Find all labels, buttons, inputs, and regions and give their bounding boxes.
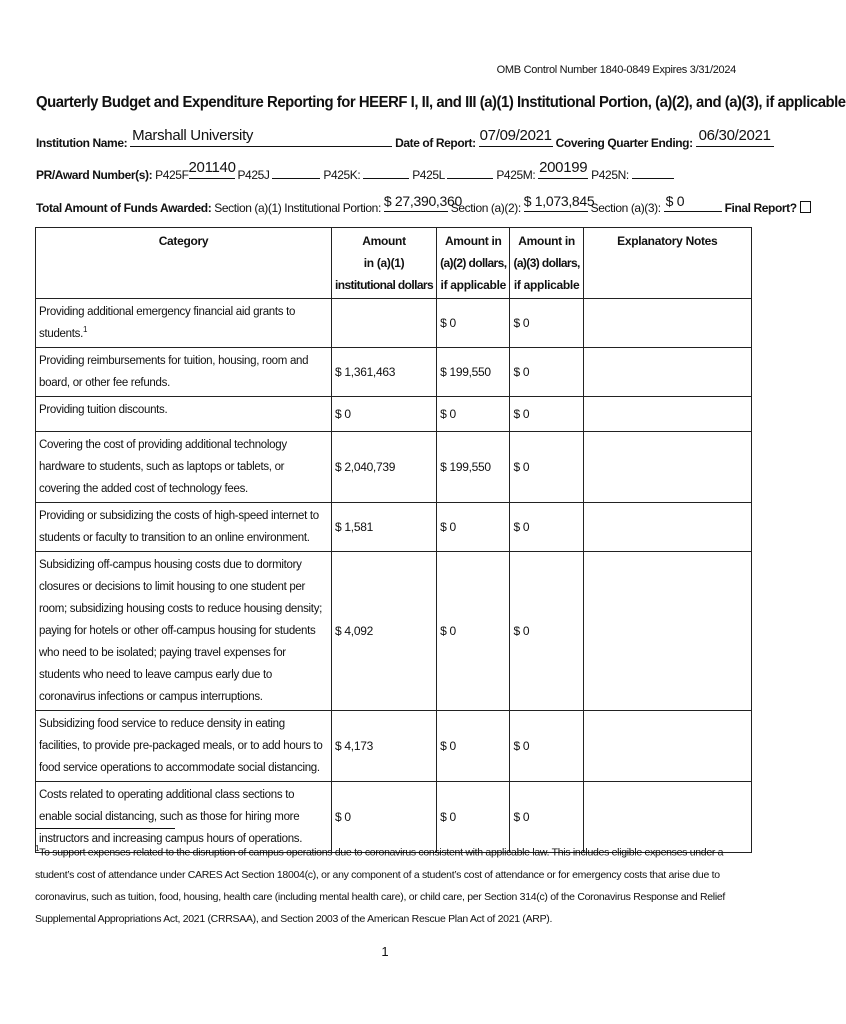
table-row <box>36 432 752 503</box>
row-a3[interactable]: $ 0 <box>510 552 583 711</box>
header-notes: Explanatory Notes <box>583 228 751 299</box>
row-a1[interactable]: $ 0 <box>332 782 437 853</box>
report-date-field[interactable] <box>479 127 553 147</box>
award-line: PR/Award Number(s): P425F 201140 P425J P425K: P425L P425M: 200199 P425N: <box>36 166 674 182</box>
p425k-label: P425K: <box>323 168 361 182</box>
row-category: Providing tuition discounts. <box>36 397 332 432</box>
row-category: Subsidizing off-campus housing costs due to dormitory closures or decisions to limit housing to one student per room; subsidizing housing costs to reduce housing density; paying for hotels or other off-campus housing for students who need to be isolated; paying travel expenses for students who need to leave campus early due to coronavirus infections or campus interruptions. <box>36 552 332 711</box>
table-row <box>36 552 752 711</box>
header-a3-line1: Amount in <box>518 234 575 248</box>
row-a3[interactable]: $ 0 <box>510 348 583 397</box>
funds-label: Total Amount of Funds Awarded: <box>36 201 212 215</box>
table-row <box>36 711 752 782</box>
footnote <box>35 838 740 930</box>
p425f-value: 201140 <box>188 159 236 176</box>
p425j-field[interactable] <box>272 166 320 179</box>
report-date-value: 07/09/2021 <box>479 127 552 144</box>
row-category: Providing or subsidizing the costs of high-speed internet to students or faculty to transition to an online environment. <box>36 503 332 552</box>
row-a3[interactable]: $ 0 <box>510 503 583 552</box>
a1-total-field[interactable] <box>383 193 462 212</box>
footnote-divider <box>35 828 175 829</box>
p425n-field[interactable] <box>632 166 674 179</box>
quarter-ending-label: Covering Quarter Ending <box>555 136 690 150</box>
p425m-value: 200199 <box>539 159 588 176</box>
row-notes[interactable] <box>583 552 751 711</box>
p425f-field[interactable] <box>188 159 236 179</box>
row-a2[interactable]: $ 0 <box>437 397 510 432</box>
row-a3[interactable]: $ 0 <box>510 432 583 503</box>
p425n-label: P425N: <box>591 168 629 182</box>
row-category: Covering the cost of providing additional technology hardware to students, such as laptops or tablets, or covering the added cost of technology fees. <box>36 432 332 503</box>
header-a3-line3: if applicable <box>513 278 580 292</box>
table-row <box>36 348 752 397</box>
row-a1[interactable]: $ 1,361,463 <box>332 348 437 397</box>
row-notes[interactable] <box>583 432 751 503</box>
row-a1[interactable]: $ 1,581 <box>332 503 437 552</box>
row-a3[interactable]: $ 0 <box>510 299 583 348</box>
row-notes[interactable] <box>583 503 751 552</box>
funds-line <box>36 193 811 215</box>
header-a2-line3: if applicable <box>440 278 506 292</box>
table-row <box>36 397 752 432</box>
row-category: Subsidizing food service to reduce density in eating facilities, to provide pre-packaged meals, or to add hours to food service operations to accommodate social distancing. <box>36 711 332 782</box>
quarter-ending-value: 06/30/2021 <box>698 127 771 144</box>
row-a3[interactable]: $ 0 <box>510 711 583 782</box>
row-a2[interactable]: $ 0 <box>437 782 510 853</box>
a2-total-field[interactable] <box>523 193 595 212</box>
header-a1-line1: Amount <box>362 234 406 248</box>
a1-label: Section (a)(1) Institutional Portion: <box>214 201 381 215</box>
footnote-text: To support expenses related to the disruption of campus operations due to coronavirus consistent with applicable law. This includes eligible expenses under a student’s cost of attendance under CARES Act Section 18004(c), or any component of a student’s cost of attendance or for emergency costs that arise due to coronavirus, such as tuition, food, housing, health care (including mental health care), or child care, per Section 314(c) of the Coronavirus Response and Relief Supplemental Appropriations Act, 2021 (CRRSAA), and Section 2003 of the American Rescue Plan Act of 2021 (ARP). <box>35 846 726 925</box>
a3-total-value: $ 0 <box>665 193 685 209</box>
row-notes[interactable] <box>583 711 751 782</box>
table-header-row <box>36 228 752 299</box>
page-title: Quarterly Budget and Expenditure Reporting for HEERF I, II, and III (a)(1) Institutional Portion, (a)(2), and (a)(3), if applicable <box>36 94 846 111</box>
p425l-field[interactable] <box>447 166 493 179</box>
row-a2[interactable]: $ 0 <box>437 299 510 348</box>
final-report-checkbox[interactable] <box>800 201 811 213</box>
row-a1[interactable]: $ 0 <box>332 397 437 432</box>
row-a2[interactable]: $ 199,550 <box>437 432 510 503</box>
row-notes[interactable] <box>583 299 751 348</box>
header-a2-line2: (a)(2) dollars, <box>440 256 507 270</box>
institution-line: Institution Name: Marshall University Date of Report: 07/09/2021 Covering Quarter Ending: 06/30/2021 <box>36 134 774 150</box>
row-notes[interactable] <box>583 348 751 397</box>
header-category: Category <box>36 228 332 299</box>
report-date-label: Date of Report <box>395 136 473 150</box>
header-a1-line2: in (a)(1) <box>363 256 405 270</box>
institution-value: Marshall University <box>132 127 254 144</box>
a3-label: Section (a)(3): <box>590 201 661 215</box>
row-a3[interactable]: $ 0 <box>510 397 583 432</box>
row-notes[interactable] <box>583 397 751 432</box>
p425m-field[interactable] <box>538 159 588 179</box>
footnote-number: 1 <box>35 844 40 853</box>
row-category: Costs related to operating additional class sections to enable social distancing, such as those for hiring more instructors and increasing campus hours of operations. <box>36 782 332 853</box>
p425m-label: P425M: <box>496 168 536 182</box>
expenditure-table <box>35 227 752 853</box>
header-a1-line3: institutional dollars <box>335 278 434 292</box>
quarter-ending-field[interactable] <box>696 127 774 147</box>
a2-total-value: $ 1,073,845 <box>523 193 595 209</box>
row-a1[interactable]: $ 2,040,739 <box>332 432 437 503</box>
row-category: Providing additional emergency financial aid grants to students.$^1$ <box>36 299 332 348</box>
page-number: 1 <box>381 944 389 959</box>
award-label: PR/Award Number(s) <box>36 168 149 182</box>
p425l-label: P425L <box>412 168 445 182</box>
row-a2[interactable]: $ 0 <box>437 552 510 711</box>
header-a3 <box>510 228 583 299</box>
a3-total-field[interactable] <box>664 193 722 212</box>
row-a2[interactable]: $ 199,550 <box>437 348 510 397</box>
row-a2[interactable]: $ 0 <box>437 503 510 552</box>
row-a3[interactable]: $ 0 <box>510 782 583 853</box>
header-a2 <box>437 228 510 299</box>
a2-label: Section (a)(2): <box>450 201 521 215</box>
p425f-label: P425F <box>155 168 189 182</box>
row-a1[interactable]: $ 4,173 <box>332 711 437 782</box>
table-row <box>36 503 752 552</box>
p425k-field[interactable] <box>363 166 409 179</box>
row-a1[interactable]: $ 4,092 <box>332 552 437 711</box>
row-category: Providing reimbursements for tuition, housing, room and board, or other fee refunds. <box>36 348 332 397</box>
footnote-marker: 1 <box>82 325 88 335</box>
row-a2[interactable]: $ 0 <box>437 711 510 782</box>
header-a1 <box>332 228 437 299</box>
p425j-label: P425J <box>237 168 270 182</box>
header-a2-line1: Amount in <box>444 234 502 248</box>
table-row <box>36 299 752 348</box>
omb-notice: OMB Control Number 1840-0849 Expires 3/31/2024 <box>496 64 736 76</box>
header-a3-line2: (a)(3) dollars, <box>513 256 580 270</box>
final-report-label: Final Report? <box>724 201 797 215</box>
institution-field[interactable] <box>130 127 392 147</box>
institution-label: Institution Name <box>36 136 124 150</box>
a1-total-value: $ 27,390,360 <box>383 193 462 209</box>
row-a1[interactable] <box>332 299 437 348</box>
